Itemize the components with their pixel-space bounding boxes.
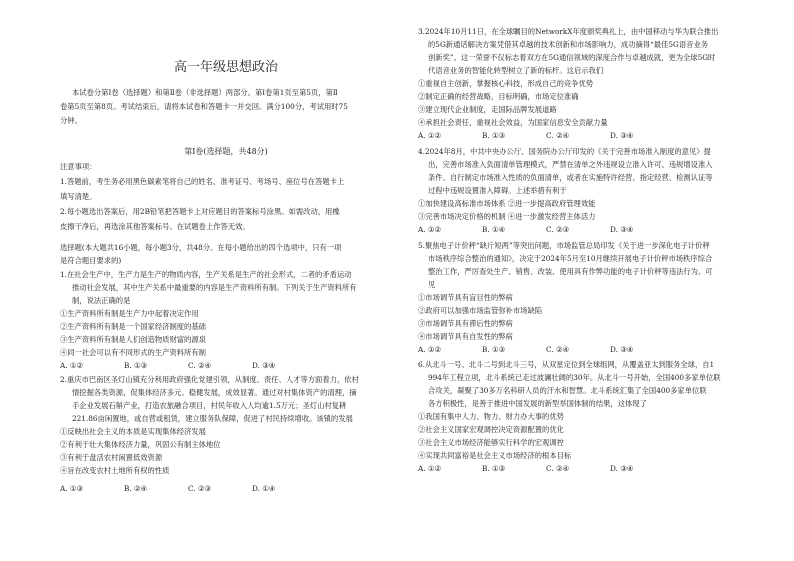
q3-line: 代语音业务的智能化转型树立了新的标杆。这启示我们 xyxy=(428,66,604,75)
choice-a[interactable]: A. ①② xyxy=(418,345,441,354)
q2-line: 2.重庆市巴南区圣灯山镇充分利用政府强化党建引领，从制度、责任、人才等方面着力，依村 xyxy=(60,375,359,384)
q5-option: ①市场调节具有盲目性的弊病 xyxy=(418,293,513,302)
q4-line: 4.2024年8月，中共中央办公厅、国务院办公厅印发的《关于完善市场准入制度的意见》提 xyxy=(418,147,711,156)
q4-option: ③完善市场决定价格的机制 ④进一步激发经营主体活力 xyxy=(418,212,596,221)
q1-line: 推动社会发展，其中生产关系中最重要的内容是生产资料所有制。下列关于生产资料所有 xyxy=(72,283,357,292)
q5-option: ③市场调节具有滞后性的弊病 xyxy=(418,319,513,328)
choice-a[interactable]: A. ①② xyxy=(60,361,83,370)
choice-b[interactable]: B. ①③ xyxy=(482,464,506,473)
choice-d[interactable]: D. ③④ xyxy=(610,345,634,354)
q6-choices xyxy=(418,464,674,474)
q1-choices xyxy=(60,361,316,371)
choice-a[interactable]: A. ①② xyxy=(418,225,441,234)
choice-b[interactable]: B. ②④ xyxy=(124,484,148,493)
choice-d[interactable]: D. ③④ xyxy=(610,225,634,234)
q6-option: ②社会主义国家宏观调控决定资源配置的优化 xyxy=(418,425,564,434)
q3-line: 的5G新通话解决方案凭借其卓越的技术创新和市场影响力，成功摘得“最佳5G语音业务 xyxy=(428,40,709,49)
choice-c[interactable]: C. ②③ xyxy=(188,484,212,493)
q2-line: 手企业发展石斛产业，打造农旅融合项目，村民年收入人均逾1.5万元；圣灯山村复耕 xyxy=(72,401,347,410)
mc-intro: 选择题(本大题共16小题，每小题3分，共48分。在每小题给出的四个选项中，只有一项 xyxy=(60,243,342,252)
q6-option: ①我国有集中人力、物力、财力办大事的优势 xyxy=(418,412,564,421)
q5-line: 5.聚焦电子计价秤“缺斤短两”等突出问题，市场监管总局印发《关于进一步深化电子计价秤 xyxy=(418,241,710,250)
mc-intro: 是符合题目要求的) xyxy=(60,256,122,265)
choice-a[interactable]: A. ①② xyxy=(418,464,441,473)
section-heading: 第Ⅰ卷(选择题，共48分) xyxy=(184,147,268,156)
notes-line: 填写清楚。 xyxy=(60,192,97,201)
choice-a[interactable]: A. ①③ xyxy=(60,484,83,493)
q2-option: ③有利于盘活农村闲置低效资源 xyxy=(60,453,163,462)
choice-c[interactable]: C. ②④ xyxy=(546,345,570,354)
q1-line: 1.在社会生产中，生产力是生产的物质内容，生产关系是生产的社会形式，二者的矛盾运动 xyxy=(60,270,352,279)
choice-d[interactable]: D. ③④ xyxy=(610,464,634,473)
q5-line: 市场秩序综合整治的通知》，决定于2024年5月至10月继续开展电子计价秤市场秩序综合 xyxy=(428,254,713,263)
q4-option: ①加快建设高标准市场体系 ②进一步提高政府管理效能 xyxy=(418,199,596,208)
intro-line: 本试卷分第Ⅰ卷（选择题）和第Ⅱ卷（非选择题）两部分。第Ⅰ卷第1页至第5页，第Ⅱ xyxy=(72,88,338,97)
choice-d[interactable]: D. ①④ xyxy=(252,484,276,493)
q5-option: ②政府可以加强市场监管弥补市场缺陷 xyxy=(418,306,543,315)
choice-b[interactable]: B. ①③ xyxy=(482,345,506,354)
q4-line: 条件、自行制定市场准入性质的负面清单，或者在实施特许经营、指定经营、检测认证等 xyxy=(428,173,713,182)
q6-line: 6.从北斗一号、北斗二号到北斗三号，从双星定位到全球组网，从覆盖亚太到服务全球，自1 xyxy=(418,360,715,369)
notes-line: 皮擦干净后，再选涂其他答案标号。在试题卷上作答无效。 xyxy=(60,222,250,231)
notes-title: 注意事项： xyxy=(60,162,97,171)
choice-a[interactable]: A. ①② xyxy=(418,131,441,140)
choice-c[interactable]: C. ②④ xyxy=(188,361,212,370)
choice-c[interactable]: C. ②④ xyxy=(546,464,570,473)
q3-option: ③建立现代企业制度，走国际品牌发展道路 xyxy=(418,105,557,114)
notes-line: 2.每小题选出答案后，用2B铅笔把答题卡上对应题目的答案标号涂黑。如需改动，用橡 xyxy=(60,207,340,216)
q2-option: ①反映出社会主义的本质是实现集体经济发展 xyxy=(60,427,206,436)
q2-line: 221.86亩闲置地，或自营或租赁，建立服务队保障，促进了村民持续增收。该镇的发展 xyxy=(72,414,353,423)
q2-option: ②有利于壮大集体经济力量，巩固公有制主体地位 xyxy=(60,440,221,449)
q2-choices xyxy=(60,484,316,494)
q1-option: ②生产资料所有制是一个国家经济制度的基础 xyxy=(60,322,206,331)
page-title: 高一年级思想政治 xyxy=(173,60,278,75)
q6-option: ③社会主义市场经济能够实行科学的宏观调控 xyxy=(418,438,564,447)
q1-line: 制，说法正确的是 xyxy=(72,296,131,305)
q6-line: 994年工程立项，北斗系统已走过波澜壮阔的30年。从北斗一号开始，全国400多家单位联 xyxy=(428,373,721,382)
choice-c[interactable]: C. ②④ xyxy=(546,131,570,140)
q1-option: ③生产资料所有制是人们创造物质财富的源泉 xyxy=(60,335,206,344)
q3-option: ①重视自主创新，掌握核心科技，形成自己的竞争优势 xyxy=(418,79,594,88)
choice-d[interactable]: D. ③④ xyxy=(252,361,276,370)
q5-choices xyxy=(418,345,674,355)
q3-choices xyxy=(418,131,674,141)
q6-line: 合攻关，凝聚了30多万名科研人员的汗水和智慧。北斗系统汇集了全国400多家单位联 xyxy=(428,386,707,395)
q4-line: 出，完善市场准入负面清单管理模式，严禁在清单之外违规设立准入许可、违规增设准入 xyxy=(428,160,713,169)
q3-line: 3.2024年10月11日，在全球瞩目的NetworkX年度颁奖典礼上，由中国移动与华为联合推出 xyxy=(418,27,719,36)
q2-line: 情挖掘各类资源，促集体经济多元、稳健发展，成效显著。通过对村集体资产的清理，摘 xyxy=(72,388,357,397)
q6-line: 各方积极性，是善于推进中国发展的新型举国体制的结果，这体现了 xyxy=(428,399,647,408)
q3-option: ④承担社会责任，重视社会效益，为国家信息安全贡献力量 xyxy=(418,118,608,127)
choice-b[interactable]: B. ①③ xyxy=(124,361,148,370)
q5-option: ④市场调节具有自发性的弊病 xyxy=(418,332,513,341)
q3-option: ②制定正确的经营战略，目标明确，市场定位准确 xyxy=(418,92,579,101)
q1-option: ①生产资料所有制是生产力中起着决定作用 xyxy=(60,309,199,318)
q5-line: 整治工作，严厉查处生产、销售、改装、使用具有作弊功能的电子计价秤等违法行为。可 xyxy=(428,267,713,276)
intro-line: 分钟。 xyxy=(60,116,82,125)
q1-option: ④同一社会可以有不同形式的生产资料所有制 xyxy=(60,348,206,357)
intro-line: 卷第5页至第8页。考试结束后，请将本试卷和答题卡一并交回。满分100分，考试用时75 xyxy=(60,102,348,111)
notes-line: 1.答题前，考生务必用黑色碳素笔将自己的姓名、准考证号、考场号、座位号在答题卡上 xyxy=(60,177,345,186)
choice-d[interactable]: D. ③④ xyxy=(610,131,634,140)
q5-line: 见 xyxy=(428,280,436,289)
q3-line: 创新奖”。这一荣誉不仅标志着双方在5G通信领域的深度合作与卓越成就，更为全球5G时 xyxy=(428,53,716,62)
q4-choices xyxy=(418,225,674,235)
choice-b[interactable]: B. ①③ xyxy=(482,131,506,140)
choice-b[interactable]: B. ①④ xyxy=(482,225,506,234)
q4-line: 过程中违规设置准入障碍。上述举措有利于 xyxy=(428,186,567,195)
q2-option: ④旨在改变农村土地所有权的性质 xyxy=(60,466,170,475)
choice-c[interactable]: C. ②③ xyxy=(546,225,570,234)
q6-option: ④实现共同富裕是社会主义市场经济的根本目标 xyxy=(418,451,572,460)
